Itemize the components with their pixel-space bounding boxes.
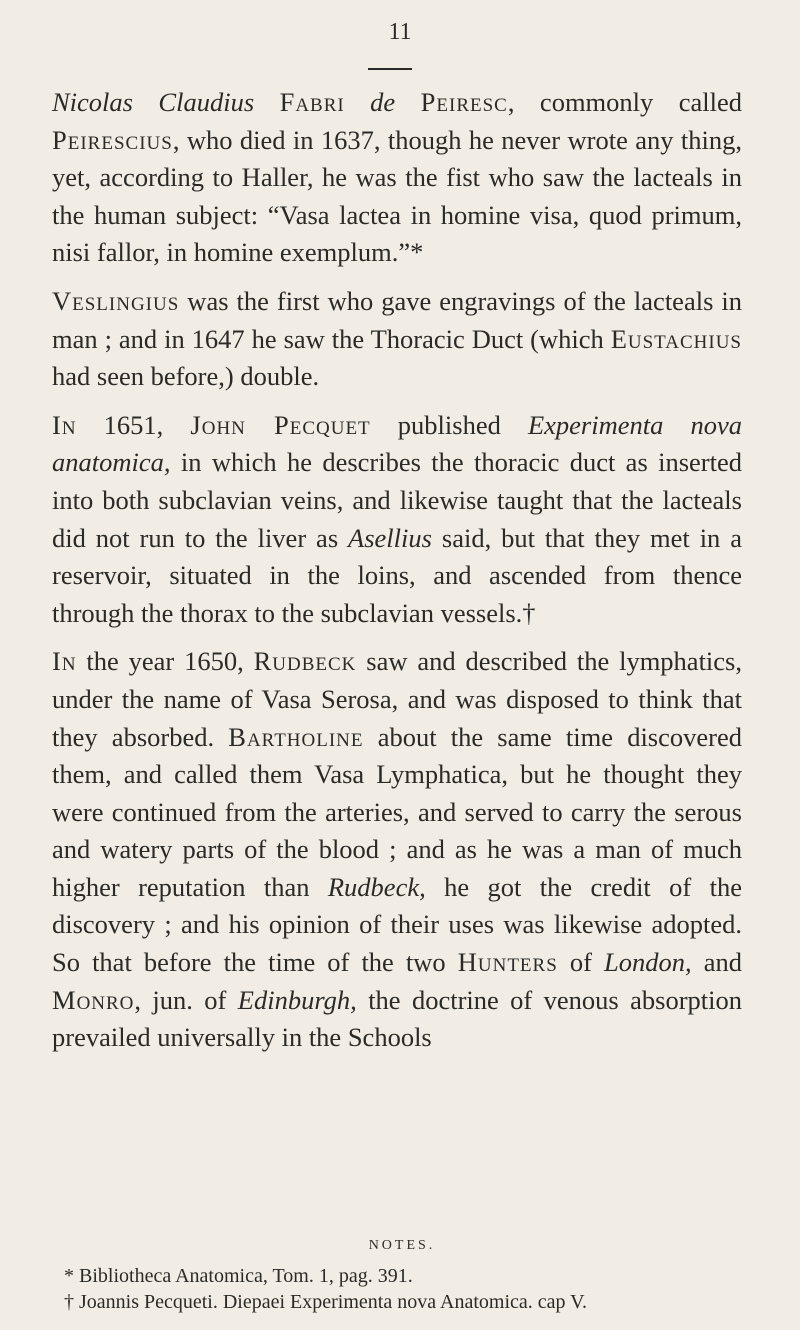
text-run: Veslingius <box>52 285 180 316</box>
text-run: of <box>557 947 605 978</box>
footnote-1: * Bibliotheca Anatomica, Tom. 1, pag. 391. <box>64 1265 413 1287</box>
text-run: Monro <box>52 984 135 1015</box>
notes-heading: NOTES. <box>368 1238 436 1253</box>
text-run: was the first who gave engravings of the lacteals in man ; and in 1647 he saw the Thoracic Duct (which <box>52 285 742 354</box>
text-run: Rudbeck, <box>327 871 426 902</box>
text-run: Experimenta nova anatomica, <box>52 409 742 478</box>
text-run: about the same time discovered them, and called them Vasa Lymphatica, but he thought they were continued from the arteries, and served to carry the serous and watery parts of the blood ; and as he was a man of much higher reputation than <box>52 721 742 902</box>
text-run: , who died in 1637, though he never wrote any thing, yet, according to Haller, he was the fist who saw the lacteals in the human subject: “Vasa lactea in homine visa, quod primum, nisi fallor, in homine exemplum.”* <box>52 124 742 268</box>
text-run: London, <box>604 947 692 978</box>
text-run: Peiresc <box>420 87 508 117</box>
text-run: John Pecquet <box>190 409 371 440</box>
text-run: de <box>344 87 421 117</box>
paragraph-veslingius <box>52 283 742 396</box>
text-run: , commonly called <box>507 87 742 117</box>
paragraph-rudbeck <box>52 643 742 1057</box>
text-run: Nicolas Claudius <box>52 87 280 117</box>
text-run: Bartholine <box>228 721 364 752</box>
text-run: Rudbeck <box>253 646 357 677</box>
text-run: the year 1650, <box>76 646 254 677</box>
footnotes <box>52 1233 752 1315</box>
text-run: he got the credit of the discovery ; and his opinion of their uses was likewise adopted. So that before the time of the two <box>52 871 742 978</box>
text-run: Eustachius <box>610 323 742 354</box>
text-run: the doctrine of venous absorption prevailed universally in the Schools <box>52 984 742 1053</box>
page-number: 11 <box>388 19 412 45</box>
text-run: Hunters <box>457 947 558 978</box>
text-run: in which he describes the thoracic duct as inserted into both subclavian veins, and likewise taught that the lacteals did not run to the liver as <box>52 447 742 553</box>
text-run: Asellius <box>348 522 432 553</box>
footnote-2: † Joannis Pecqueti. Diepaei Experimenta nova Anatomica. cap V. <box>64 1291 588 1313</box>
text-run: and <box>691 947 743 978</box>
text-run: had seen before,) double. <box>52 361 320 392</box>
text-run: Edinburgh, <box>237 984 357 1015</box>
paragraph-pecquet <box>52 407 742 633</box>
text-run: In <box>52 646 77 677</box>
text-run: 1651, <box>76 409 191 440</box>
paragraph-peiresc <box>52 84 742 272</box>
text-run: said, but that they met in a reservoir, situated in the loins, and ascended from thence through the thorax to the subclavian vessels.† <box>52 522 742 628</box>
header-rule <box>368 68 412 70</box>
text-run: In <box>52 409 77 440</box>
text-run: published <box>370 409 528 440</box>
text-run: Peirescius <box>52 124 173 155</box>
text-run: saw and described the lymphatics, under the name of Vasa Serosa, and was disposed to think that they absorbed. <box>52 646 742 752</box>
text-run: Fabri <box>279 87 345 117</box>
body-text <box>52 84 742 1068</box>
text-run: , jun. of <box>134 984 238 1015</box>
